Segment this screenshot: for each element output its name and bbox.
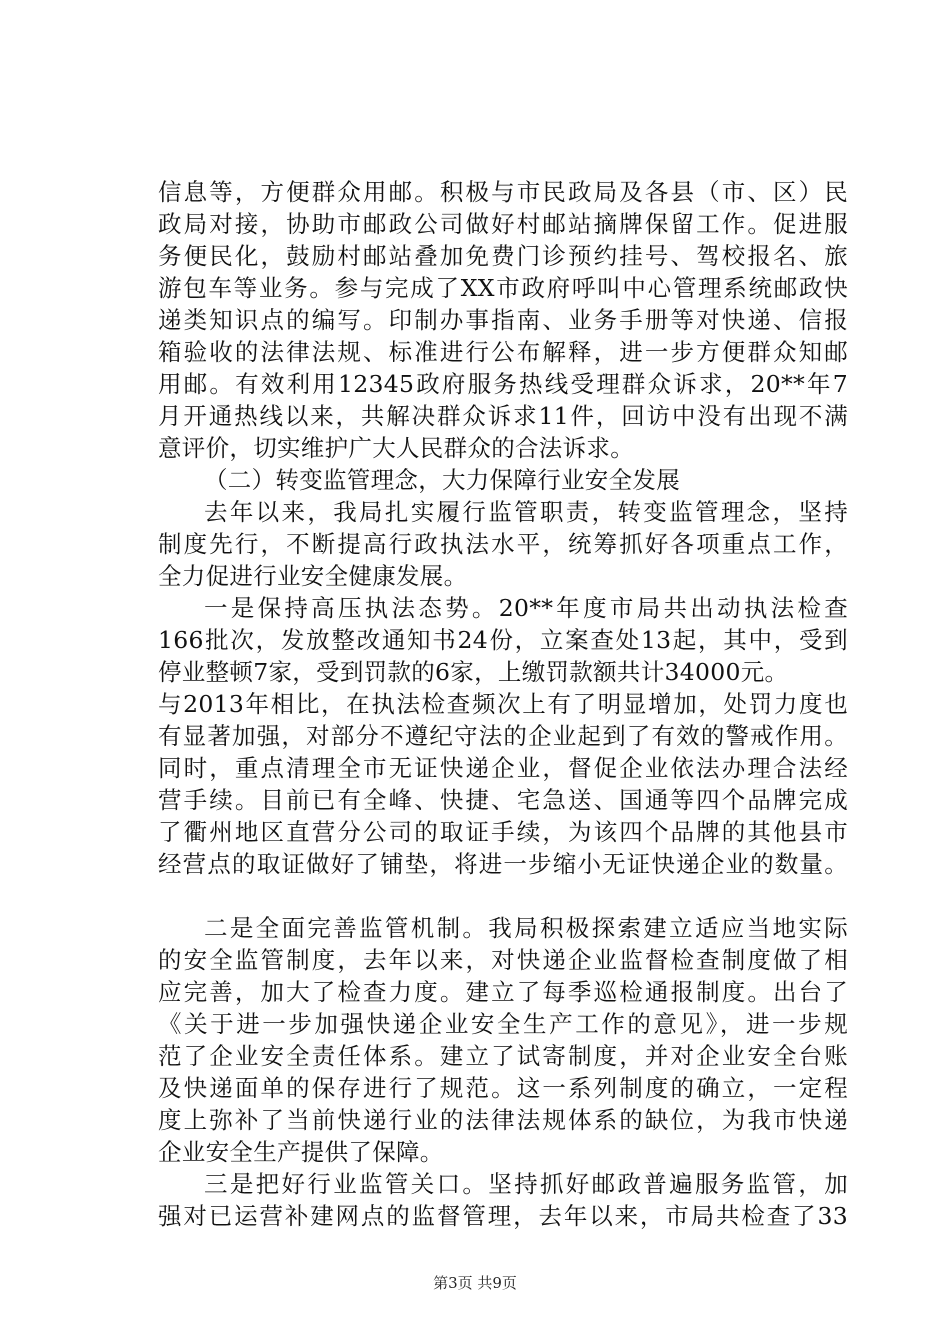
text-line: 递类知识点的编写。印制办事指南、业务手册等对快递、信报 [158,306,848,334]
text-line: 了衢州地区直营分公司的取证手续，为该四个品牌的其他县市 [158,818,848,846]
text-line: 企业安全生产提供了保障。 [158,1138,444,1166]
text-line: 强对已运营补建网点的监督管理，去年以来，市局共检查了33 [158,1202,848,1230]
text-line: 有显著加强，对部分不遵纪守法的企业起到了有效的警戒作用。 [158,722,848,750]
text-line: 意评价，切实维护广大人民群众的合法诉求。 [158,434,634,462]
text-line: 《关于进一步加强快递企业安全生产工作的意见》，进一步规 [158,1010,848,1038]
text-line: 一是保持高压执法态势。20**年度市局共出动执法检查 [204,594,848,622]
text-line: 166批次，发放整改通知书24份，立案查处13起，其中，受到 [158,626,848,654]
text-line: 应完善，加大了检查力度。建立了每季巡检通报制度。出台了 [158,978,848,1006]
text-line: 营手续。目前已有全峰、快捷、宅急送、国通等四个品牌完成 [158,786,848,814]
text-line: 与2013年相比，在执法检查频次上有了明显增加，处罚力度也 [158,690,848,718]
text-line: 用邮。有效利用12345政府服务热线受理群众诉求，20**年7 [158,370,848,398]
text-line: 月开通热线以来，共解决群众诉求11件，回访中没有出现不满 [158,402,848,430]
text-line: 游包车等业务。参与完成了XX市政府呼叫中心管理系统邮政快 [158,274,848,302]
text-line: 政局对接，协助市邮政公司做好村邮站摘牌保留工作。促进服 [158,210,848,238]
text-line: 经营点的取证做好了铺垫，将进一步缩小无证快递企业的数量。 [158,850,848,878]
page-footer: 第3页 共9页 [433,1274,517,1292]
text-line: 信息等，方便群众用邮。积极与市民政局及各县（市、区）民 [158,178,848,206]
text-line: 制度先行，不断提高行政执法水平，统筹抓好各项重点工作， [158,530,848,558]
text-line: 的安全监管制度，去年以来，对快递企业监督检查制度做了相 [158,946,848,974]
text-line: 停业整顿7家，受到罚款的6家，上缴罚款额共计34000元。 [158,658,789,686]
text-line: 全力促进行业安全健康发展。 [158,562,468,590]
text-line: 度上弥补了当前快递行业的法律法规体系的缺位，为我市快递 [158,1106,848,1134]
text-line: 三是把好行业监管关口。坚持抓好邮政普遍服务监管，加 [204,1170,848,1198]
text-line: 箱验收的法律法规、标准进行公布解释，进一步方便群众知邮 [158,338,848,366]
text-line: 二是全面完善监管机制。我局积极探索建立适应当地实际 [204,914,848,942]
text-line: （二）转变监管理念，大力保障行业安全发展 [204,466,680,494]
text-line: 范了企业安全责任体系。建立了试寄制度，并对企业安全台账 [158,1042,848,1070]
text-line: 及快递面单的保存进行了规范。这一系列制度的确立，一定程 [158,1074,848,1102]
text-line: 务便民化，鼓励村邮站叠加免费门诊预约挂号、驾校报名、旅 [158,242,848,270]
text-line: 去年以来，我局扎实履行监管职责，转变监管理念，坚持 [204,498,848,526]
text-line: 同时，重点清理全市无证快递企业，督促企业依法办理合法经 [158,754,848,782]
